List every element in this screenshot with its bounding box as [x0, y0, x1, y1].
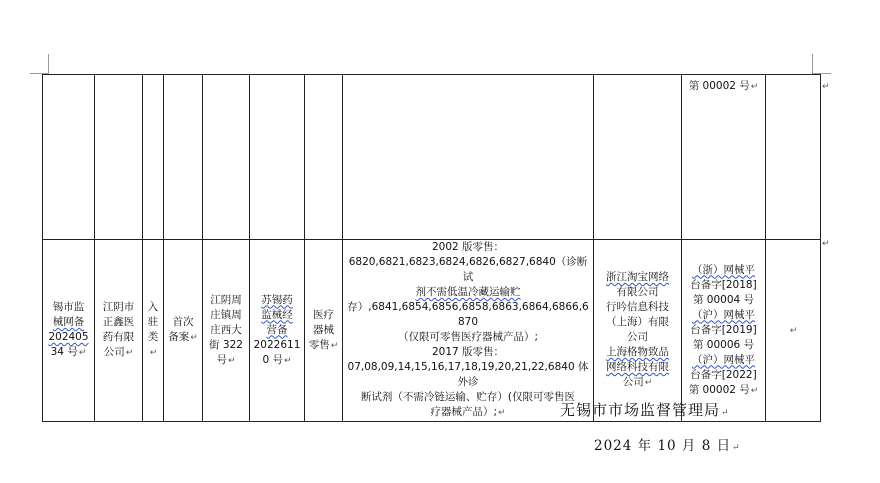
cell-line-text: 断试剂（不需冷链运输、贮存）(仅限可零售医 — [360, 391, 576, 403]
paragraph-mark: ↵ — [750, 385, 759, 396]
cell-line-text: 器械 — [313, 323, 334, 336]
cell-line — [166, 330, 200, 346]
cell-line — [145, 300, 161, 315]
cell-line-text: 34 号 — [50, 346, 78, 358]
cell-line — [596, 345, 679, 360]
business-mode-text — [307, 308, 340, 354]
cell-line-text: 疗器械产品）; — [430, 406, 497, 418]
cell-line — [596, 360, 679, 375]
cell-line — [345, 330, 591, 345]
cell-company-name — [95, 240, 143, 422]
cell-line-text: 6820,6821,6823,6824,6826,6827,6840（诊断试 — [348, 256, 588, 283]
cell-remark: ↵ — [766, 240, 821, 422]
cell-line-text: 第 00002 号 — [688, 383, 750, 396]
platform-name-text — [596, 270, 679, 391]
cell-line — [684, 338, 763, 353]
cell-line — [684, 278, 763, 293]
cell-line-text: 正鑫医 — [102, 316, 135, 328]
cell-line-text: 行吟信息科技 — [606, 301, 669, 313]
cell-line-text: 类 — [147, 331, 159, 343]
cell-category — [143, 75, 164, 240]
crop-mark — [812, 54, 813, 74]
cell-line-text: 公司 — [622, 376, 644, 388]
cell-line — [684, 383, 763, 399]
cell-platform-record — [682, 75, 766, 240]
cell-line-text: 浙江淘宝网络 — [606, 271, 669, 283]
cell-line — [345, 300, 591, 330]
cell-line — [684, 368, 763, 383]
cell-category — [143, 240, 164, 422]
cell-line-text: 2002 版零售： — [431, 241, 505, 253]
cell-line-text: （沪）网械平 — [692, 353, 755, 366]
cell-address — [203, 75, 250, 240]
company-name-text — [97, 300, 140, 361]
cell-line — [145, 330, 161, 361]
cell-line — [252, 323, 302, 338]
paragraph-mark: ↵ — [227, 355, 236, 366]
cell-line — [205, 338, 247, 353]
table-row — [43, 240, 821, 422]
cell-line-text: 公司 — [627, 331, 648, 343]
paragraph-mark: ↵ — [644, 378, 653, 388]
cell-line — [252, 308, 302, 323]
cell-line — [205, 323, 247, 338]
cell-line — [205, 293, 247, 308]
cell-line — [205, 353, 247, 369]
cell-platform-name — [594, 75, 682, 240]
paragraph-mark: ↵ — [190, 333, 198, 343]
business-scope-text — [345, 240, 591, 421]
cell-line — [596, 285, 679, 300]
paragraph-mark: ↵ — [149, 348, 158, 358]
cell-line-text: （浙）网械平 — [692, 263, 755, 276]
cell-line — [252, 293, 302, 308]
cell-line-text: 药有限 — [102, 331, 135, 343]
cell-line-text: 台备字[2022] — [690, 368, 757, 381]
cell-filing-type — [164, 75, 203, 240]
paragraph-mark: ↵ — [78, 348, 87, 358]
cell-line — [345, 405, 591, 421]
cell-line — [97, 330, 140, 345]
cell-line-text: 江阴周 — [210, 293, 242, 306]
crop-mark — [48, 54, 49, 74]
cell-company-name — [95, 75, 143, 240]
cell-line-text: 网络科技有限 — [606, 361, 669, 373]
cell-business-mode — [305, 240, 343, 422]
cell-line-text: 台备字[2019] — [690, 323, 757, 336]
cell-line-text: 剂不需低温冷藏运输贮 — [415, 286, 521, 298]
cell-line — [166, 315, 200, 330]
license-text — [252, 293, 302, 369]
cell-line-text: 备案 — [168, 331, 190, 343]
filing-type-text — [166, 315, 200, 346]
cell-line-text: 2022611 — [253, 338, 301, 351]
cell-line — [307, 323, 340, 338]
paragraph-mark: ↵ — [498, 408, 506, 418]
cell-line-text: 江阴市 — [102, 301, 135, 313]
cell-line-text: （上海）有限 — [606, 316, 669, 328]
cell-business-mode — [305, 75, 343, 240]
cell-business-scope — [343, 75, 594, 240]
platform-record-text — [684, 263, 763, 399]
cell-line-text: 庄镇周 — [210, 308, 242, 321]
cell-line-text: 锡市监 — [52, 301, 85, 313]
cell-line — [345, 390, 591, 405]
cell-line — [596, 270, 679, 285]
issue-date: 2024 年 10 月 8 日↵ — [594, 438, 741, 454]
paragraph-mark: ↵ — [750, 82, 759, 92]
cell-license — [250, 240, 305, 422]
cell-line-text: 庄西大 — [210, 323, 242, 336]
platform-record-text — [684, 79, 763, 95]
cell-line — [684, 323, 763, 338]
cell-address — [203, 240, 250, 422]
cell-line — [145, 315, 161, 330]
cell-line — [596, 315, 679, 330]
cell-platform-record — [682, 240, 766, 422]
cell-line-text: 营备 — [266, 323, 288, 336]
cell-line-text: 街 322 — [209, 338, 243, 351]
row-end-mark: ↵ — [822, 239, 830, 249]
cell-line-text: 第 00006 号 — [692, 338, 755, 351]
cell-line — [252, 353, 302, 369]
address-text — [205, 293, 247, 369]
cell-line-text: 0 号 — [262, 353, 283, 366]
cell-filing-number — [43, 240, 95, 422]
cell-line — [684, 263, 763, 278]
cell-line-text: 驻 — [147, 316, 159, 328]
cell-line — [345, 255, 591, 285]
cell-line — [596, 300, 679, 315]
cell-line-text: 上海格物致品 — [606, 346, 669, 358]
cell-line — [684, 293, 763, 308]
cell-line-text: 07,08,09,14,15,16,17,18,19,20,21,22,6840 体外诊 — [347, 361, 589, 388]
cell-line — [97, 345, 140, 361]
cell-line-text: 械网备 — [52, 316, 85, 328]
cell-line — [307, 308, 340, 323]
cell-line — [45, 330, 92, 345]
cell-line — [45, 315, 92, 330]
filing-table — [42, 74, 821, 422]
cell-line — [684, 79, 763, 95]
cell-line-text: 台备字[2018] — [690, 278, 757, 291]
cell-line-text: 存）,6841,6854,6856,6858,6863,6864,6866,6870 — [347, 301, 589, 328]
filing-number-text — [45, 300, 92, 361]
cell-platform-name — [594, 240, 682, 422]
paragraph-mark: ↵ — [125, 348, 134, 358]
cell-line — [45, 300, 92, 315]
table-row — [43, 75, 821, 240]
cell-line — [345, 285, 591, 300]
cell-line — [345, 240, 591, 255]
cell-line-text: 2017 版零售： — [431, 346, 505, 358]
row-end-mark: ↵ — [822, 82, 830, 92]
cell-business-scope — [343, 240, 594, 422]
cell-filing-number — [43, 75, 95, 240]
cell-line — [345, 345, 591, 360]
paragraph-mark: ↵ — [283, 355, 292, 366]
cell-line-text: （仅限可零售医疗器械产品）; — [397, 331, 539, 343]
cell-line — [596, 330, 679, 345]
cell-line — [596, 375, 679, 391]
cell-line-text: （沪）网械平 — [692, 308, 755, 321]
cell-line — [345, 360, 591, 390]
cell-line-text: 有限公司 — [616, 286, 659, 298]
cell-line — [252, 338, 302, 353]
cell-line-text: 零售 — [308, 338, 330, 351]
cell-line-text: 苏锡药 — [261, 293, 293, 306]
cell-line-text: 入 — [147, 301, 159, 313]
cell-line — [205, 308, 247, 323]
cell-line-text: 公司 — [103, 346, 125, 358]
cell-line — [684, 308, 763, 323]
paragraph-mark: ↵ — [330, 340, 339, 351]
cell-line — [684, 353, 763, 368]
cell-line-text: 医疗 — [313, 308, 334, 321]
issuing-authority: 无锡市市场监督管理局↵ — [560, 401, 730, 419]
cell-filing-type — [164, 240, 203, 422]
cell-line — [97, 315, 140, 330]
cell-line — [45, 345, 92, 361]
cell-line — [97, 300, 140, 315]
cell-line-text: 第 00002 号 — [688, 80, 750, 92]
cell-line-text: 监械经 — [261, 308, 293, 321]
cell-line-text: 首次 — [172, 316, 194, 328]
cell-line-text: 第 00004 号 — [692, 293, 755, 306]
cell-remark — [766, 75, 821, 240]
category-text — [145, 300, 161, 361]
cell-line-text: 202405 — [48, 331, 89, 343]
cell-line — [307, 338, 340, 354]
cell-line-text: 号 — [216, 353, 227, 366]
cell-license — [250, 75, 305, 240]
